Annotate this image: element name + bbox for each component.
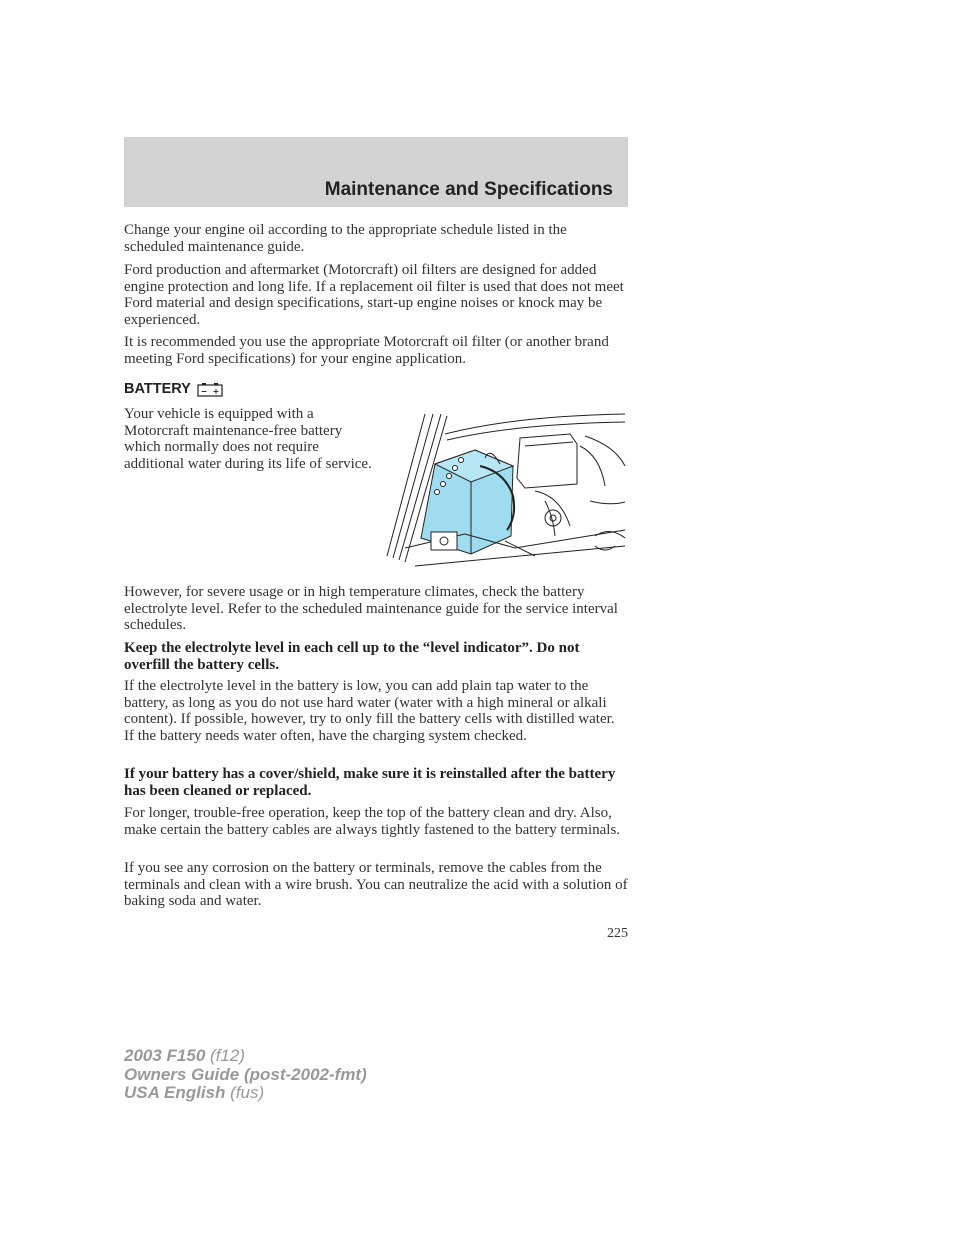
paragraph-severe-usage: However, for severe usage or in high temperature climates, check the battery electrolyte level. Refer to the scheduled maintenance guide for the service interval schedules.	[124, 584, 618, 634]
battery-plus-symbol: +	[212, 386, 220, 396]
footer-language-code: (fus)	[230, 1083, 265, 1102]
battery-intro: Your vehicle is equipped with a Motorcraft maintenance-free battery which normally does not require additional water during its life of service.	[124, 406, 372, 472]
document-footer	[124, 1047, 367, 1103]
footer-line-3	[124, 1084, 367, 1103]
paragraph-oil-schedule: Change your engine oil according to the appropriate schedule listed in the scheduled maintenance guide.	[124, 222, 567, 255]
paragraph-corrosion: If you see any corrosion on the battery or terminals, remove the cables from the terminals and clean with a wire brush. You can neutralize the acid with a solution of baking soda and water.	[124, 860, 628, 910]
footer-guide: Owners Guide (post-2002-fmt)	[124, 1064, 367, 1084]
paragraph-clean-battery: For longer, trouble-free operation, keep the top of the battery clean and dry. Also, make certain the battery cables are always tightly fastened to the battery terminals.	[124, 805, 621, 838]
paragraph-cover-shield: If your battery has a cover/shield, make sure it is reinstalled after the battery has been cleaned or replaced.	[124, 766, 616, 799]
footer-line-2	[124, 1066, 367, 1085]
page-number: 225	[607, 926, 628, 941]
footer-model-code: (f12)	[210, 1046, 245, 1065]
paragraph-oil-filters: Ford production and aftermarket (Motorcraft) oil filters are designed for added engine protection and long life. If a replacement oil filter is used that does not meet Ford material and design specifications, start-up engine noises or knock may be experienced.	[124, 262, 624, 328]
battery-icon	[197, 382, 223, 397]
section-header	[124, 137, 628, 207]
footer-language: USA English	[124, 1083, 226, 1102]
battery-illustration	[385, 406, 628, 568]
battery-heading	[124, 381, 223, 397]
page-title: Maintenance and Specifications	[324, 179, 613, 200]
battery-heading-label: BATTERY	[124, 381, 191, 397]
paragraph-electrolyte-warning: Keep the electrolyte level in each cell up to the “level indicator”. Do not overfill the battery cells.	[124, 640, 580, 673]
paragraph-motorcraft-filter: It is recommended you use the appropriate Motorcraft oil filter (or another brand meeting Ford specifications) for your engine application.	[124, 334, 609, 367]
footer-line-1	[124, 1047, 367, 1066]
footer-model: 2003 F150	[124, 1046, 206, 1065]
paragraph-tap-water: If the electrolyte level in the battery is low, you can add plain tap water to the battery, as long as you do not use hard water (water with a high mineral or alkali content). If possible, however, try to only fill the battery cells with distilled water. If the battery needs water often, have the charging system checked.	[124, 678, 615, 744]
battery-minus-symbol: −	[200, 386, 208, 396]
